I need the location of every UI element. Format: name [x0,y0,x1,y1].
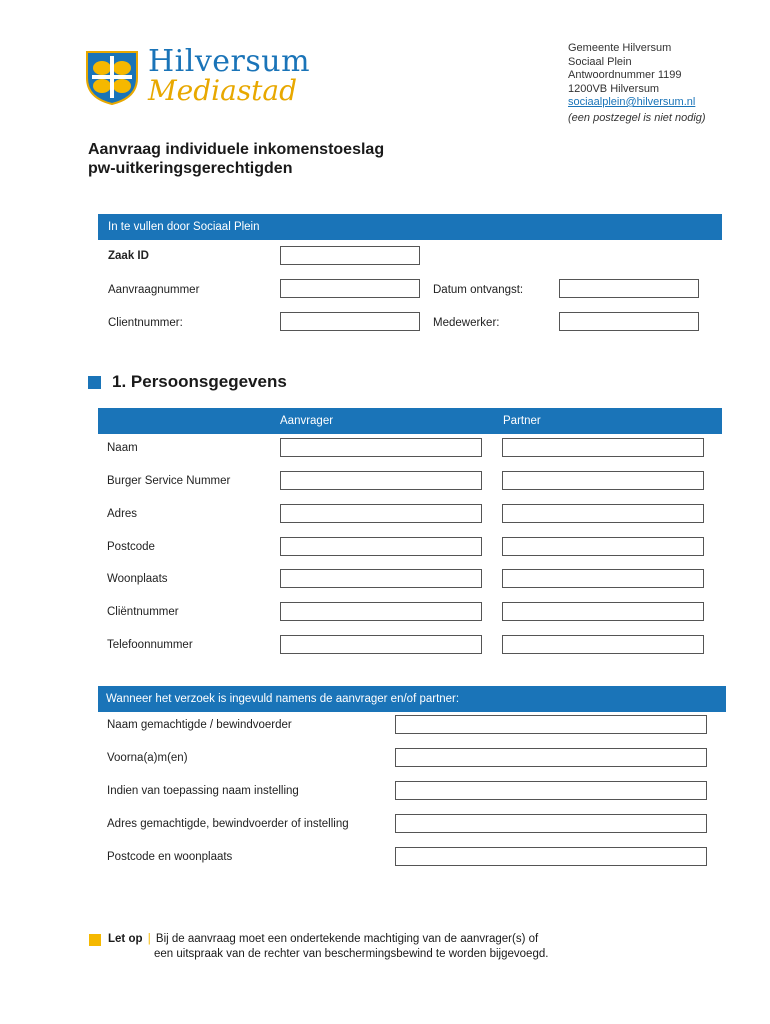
email-link[interactable]: sociaalplein@hilversum.nl [568,96,696,108]
clientnummer-aanvrager-input[interactable] [280,602,482,621]
medewerker-input[interactable] [559,312,699,331]
note-text-line: een uitspraak van de rechter van beschermingsbewind te worden bijgevoegd. [154,948,549,960]
note-label: Let op [108,933,143,945]
bsn-label: Burger Service Nummer [107,475,231,487]
voornamen-label: Voorna(a)m(en) [107,752,188,764]
adres-aanvrager-input[interactable] [280,504,482,523]
form-title-line: pw-uitkeringsgerechtigden [88,160,293,177]
section-title: 1. Persoonsgegevens [112,372,287,391]
note [108,932,578,962]
clientnummer-label: Clientnummer: [108,317,183,329]
naam-partner-input[interactable] [502,438,704,457]
postcode-partner-input[interactable] [502,537,704,556]
postcode-woonplaats-label: Postcode en woonplaats [107,851,233,863]
adres-label: Adres [107,508,138,520]
naam-label: Naam [107,442,138,454]
instelling-naam-input[interactable] [395,781,707,800]
gemachtigde-adres-input[interactable] [395,814,707,833]
postcode-woonplaats-input[interactable] [395,847,707,866]
aanvraagnummer-input[interactable] [280,279,420,298]
brand-name: Hilversum [148,44,311,79]
postcode-aanvrager-input[interactable] [280,537,482,556]
clientnummer-row-label: Cliëntnummer [107,606,179,618]
address-line: Antwoordnummer 1199 [568,69,682,81]
medewerker-label: Medewerker: [433,317,500,329]
woonplaats-aanvrager-input[interactable] [280,569,482,588]
office-use-header [98,214,722,240]
clientnummer-input[interactable] [280,312,420,331]
return-address [568,42,706,125]
proxy-header [98,686,726,712]
woonplaats-label: Woonplaats [107,573,168,585]
column-aanvrager: Aanvrager [280,415,334,427]
brand-tagline: Mediastad [148,74,298,107]
office-use-header-label: In te vullen door Sociaal Plein [108,221,260,233]
woonplaats-partner-input[interactable] [502,569,704,588]
telefoonnummer-aanvrager-input[interactable] [280,635,482,654]
hilversum-shield-logo [84,48,140,106]
postage-note: (een postzegel is niet nodig) [568,111,706,124]
bsn-partner-input[interactable] [502,471,704,490]
address-line: 1200VB Hilversum [568,82,660,95]
personal-data-header [98,408,722,434]
address-line: Sociaal Plein [568,55,632,68]
note-marker-icon [89,934,101,946]
proxy-header-label: Wanneer het verzoek is ingevuld namens de aanvrager en/of partner: [106,693,460,705]
section-marker-icon [88,376,101,389]
column-partner: Partner [503,415,541,427]
datum-ontvangst-label: Datum ontvangst: [433,284,524,296]
zaak-id-label: Zaak ID [108,250,149,262]
datum-ontvangst-input[interactable] [559,279,699,298]
gemachtigde-adres-label: Adres gemachtigde, bewindvoerder of instelling [107,818,349,830]
gemachtigde-naam-label: Naam gemachtigde / bewindvoerder [107,719,292,731]
clientnummer-partner-input[interactable] [502,602,704,621]
gemachtigde-naam-input[interactable] [395,715,707,734]
note-text-line: Bij de aanvraag moet een ondertekende machtiging van de aanvrager(s) of [155,933,539,945]
postcode-label: Postcode [107,541,155,553]
form-title [88,140,384,178]
address-line: Gemeente Hilversum [568,42,672,54]
form-title-line: Aanvraag individuele inkomenstoeslag [88,141,385,158]
bsn-aanvrager-input[interactable] [280,471,482,490]
naam-aanvrager-input[interactable] [280,438,482,457]
telefoonnummer-label: Telefoonnummer [107,639,193,651]
telefoonnummer-partner-input[interactable] [502,635,704,654]
note-separator: | [147,933,151,945]
aanvraagnummer-label: Aanvraagnummer [108,284,200,296]
adres-partner-input[interactable] [502,504,704,523]
voornamen-input[interactable] [395,748,707,767]
instelling-naam-label: Indien van toepassing naam instelling [107,785,299,797]
zaak-id-input[interactable] [280,246,420,265]
